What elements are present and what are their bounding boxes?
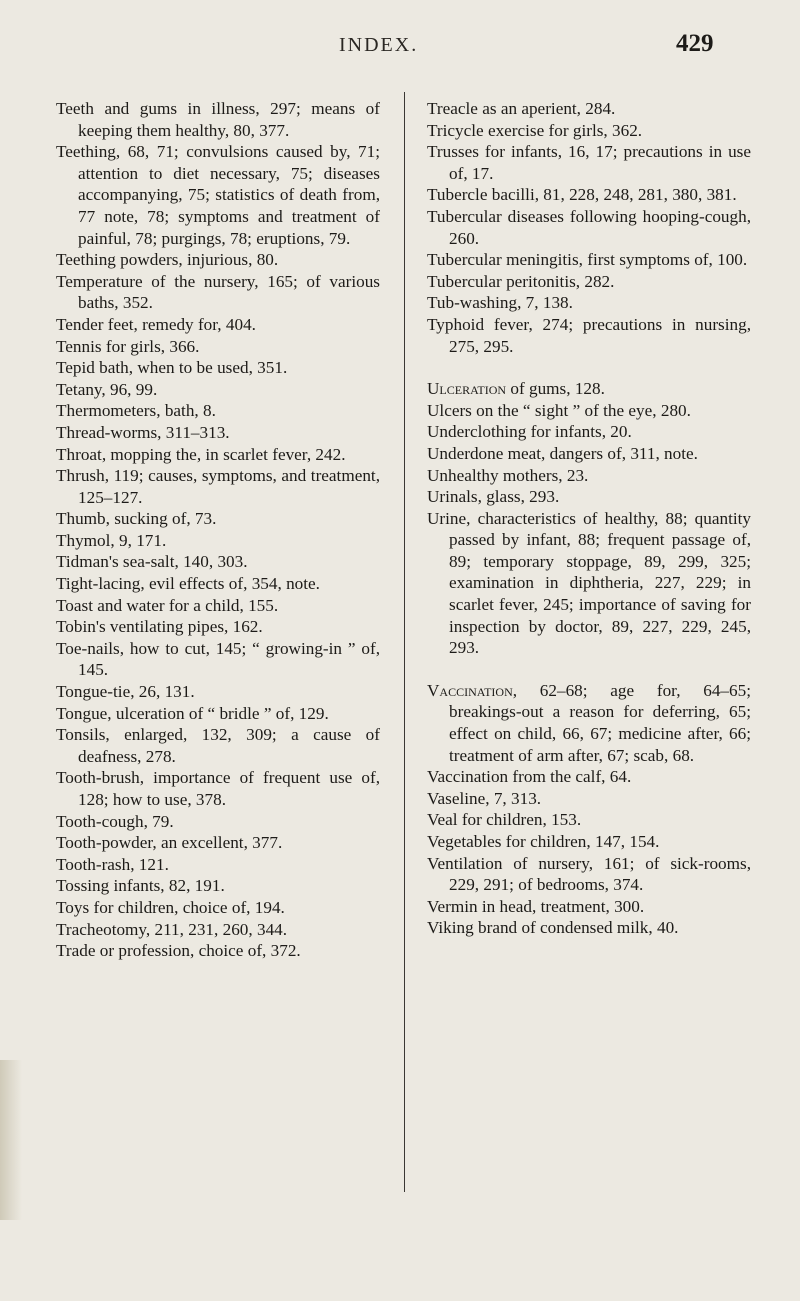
index-entry: Throat, mopping the, in scarlet fever, 242.	[56, 444, 346, 464]
index-entry: Urinals, glass, 293.	[427, 487, 560, 507]
index-entry: Tight-lacing, evil effects of, 354, note.	[56, 574, 320, 594]
page-header	[0, 30, 800, 70]
index-entry: Tooth-powder, an excellent, 377.	[56, 833, 283, 853]
index-entry: Viking brand of condensed milk, 40.	[427, 918, 679, 938]
index-entry: Thumb, sucking of, 73.	[56, 509, 217, 529]
index-entry: Vaseline, 7, 313.	[427, 788, 542, 808]
index-entry: Vermin in head, treatment, 300.	[427, 896, 645, 916]
index-entry-letter-head	[427, 378, 751, 400]
index-entry: Unhealthy mothers, 23.	[427, 465, 589, 485]
letter-head-rest: , 62–68; age for, 64–65; breakings-out a reason for deferring, 65; effect on child, 66, 67; medicine after, 66; treatment of arm after, 67; scab, 68.	[449, 680, 751, 765]
index-entry: Vaccination from the calf, 64.	[427, 767, 632, 787]
index-entry: Tongue-tie, 26, 131.	[56, 682, 195, 702]
index-entry: Tonsils, enlarged, 132, 309; a cause of deafness, 278.	[56, 725, 380, 766]
right-column	[427, 98, 751, 939]
letter-group-gap	[427, 357, 751, 378]
index-entry: Tricycle exercise for girls, 362.	[427, 120, 643, 140]
index-entry: Tubercular diseases following hooping-cough, 260.	[427, 206, 751, 248]
index-entry: Tubercular peritonitis, 282.	[427, 271, 615, 291]
running-head: INDEX.	[339, 34, 419, 56]
letter-group-gap	[427, 659, 751, 680]
page-number: 429	[676, 30, 714, 57]
index-entry: Underdone meat, dangers of, 311, note.	[427, 443, 698, 463]
index-entry: Tub-washing, 7, 138.	[427, 293, 573, 313]
index-entry: Toys for children, choice of, 194.	[56, 897, 285, 917]
page-edge-shadow	[0, 1060, 22, 1220]
index-entry: Trade or profession, choice of, 372.	[56, 941, 301, 961]
letter-head-rest: of gums, 128.	[506, 379, 605, 399]
index-entry: Ulcers on the “ sight ” of the eye, 280.	[427, 400, 691, 420]
index-entry: Tracheotomy, 211, 231, 260, 344.	[56, 919, 288, 939]
index-entry: Thrush, 119; causes, symptoms, and treatment, 125–127.	[56, 466, 380, 507]
index-entry: Tooth-cough, 79.	[56, 811, 174, 831]
index-entry: Tidman's sea-salt, 140, 303.	[56, 552, 248, 572]
index-entry: Tubercular meningitis, first symptoms of, 100.	[427, 250, 748, 270]
index-entry: Tender feet, remedy for, 404.	[56, 314, 256, 334]
index-entry-letter-head	[427, 680, 751, 766]
index-entry: Tepid bath, when to be used, 351.	[56, 358, 288, 378]
index-entry: Thermometers, bath, 8.	[56, 401, 216, 421]
index-entry: Typhoid fever, 274; precautions in nursing, 275, 295.	[427, 314, 751, 356]
index-entry: Toe-nails, how to cut, 145; “ growing-in ” of, 145.	[56, 638, 380, 680]
left-column	[56, 98, 380, 962]
index-entry: Tetany, 96, 99.	[56, 379, 158, 399]
index-entry: Tobin's ventilating pipes, 162.	[56, 617, 263, 637]
index-entry: Veal for children, 153.	[427, 810, 582, 830]
index-entry: Teething powders, injurious, 80.	[56, 250, 279, 270]
index-entry: Underclothing for infants, 20.	[427, 422, 632, 442]
letter-head-word: Ulceration	[427, 379, 507, 399]
index-entry: Thread-worms, 311–313.	[56, 422, 230, 442]
index-entry: Thymol, 9, 171.	[56, 530, 167, 550]
index-entry: Toast and water for a child, 155.	[56, 595, 279, 615]
index-entry: Tennis for girls, 366.	[56, 336, 200, 356]
index-entry: Trusses for infants, 16, 17; precautions in use of, 17.	[427, 142, 751, 183]
letter-head-word: Vaccination	[427, 680, 513, 700]
index-entry: Tooth-brush, importance of frequent use of, 128; how to use, 378.	[56, 768, 380, 809]
index-entry: Vegetables for children, 147, 154.	[427, 832, 660, 851]
index-entry: Teeth and gums in illness, 297; means of keeping them healthy, 80, 377.	[56, 99, 380, 140]
column-divider	[404, 92, 405, 1192]
index-entry: Treacle as an aperient, 284.	[427, 99, 616, 118]
index-entry: Tongue, ulceration of “ bridle ” of, 129.	[56, 703, 329, 723]
index-entry: Teething, 68, 71; convulsions caused by, 71; attention to diet necessary, 75; diseases accompanying, 75; statistics of death from, 77 note, 78; symptoms and treatment of painful, 78; purgings, 78; eruptions, 79.	[56, 142, 380, 248]
index-entry: Ventilation of nursery, 161; of sick-rooms, 229, 291; of bedrooms, 374.	[427, 853, 751, 895]
index-entry: Temperature of the nursery, 165; of various baths, 352.	[56, 271, 380, 313]
index-entry: Urine, characteristics of healthy, 88; quantity passed by infant, 88; frequent passage of, 89; temporary stoppage, 89, 299, 325; examination in diphtheria, 227, 229; in scarlet fever, 245; importance of saving for inspection by doctor, 89, 227, 229, 245, 293.	[427, 508, 751, 658]
index-entry: Tooth-rash, 121.	[56, 854, 169, 874]
index-entry: Tubercle bacilli, 81, 228, 248, 281, 380, 381.	[427, 185, 737, 205]
index-entry: Tossing infants, 82, 191.	[56, 876, 225, 896]
